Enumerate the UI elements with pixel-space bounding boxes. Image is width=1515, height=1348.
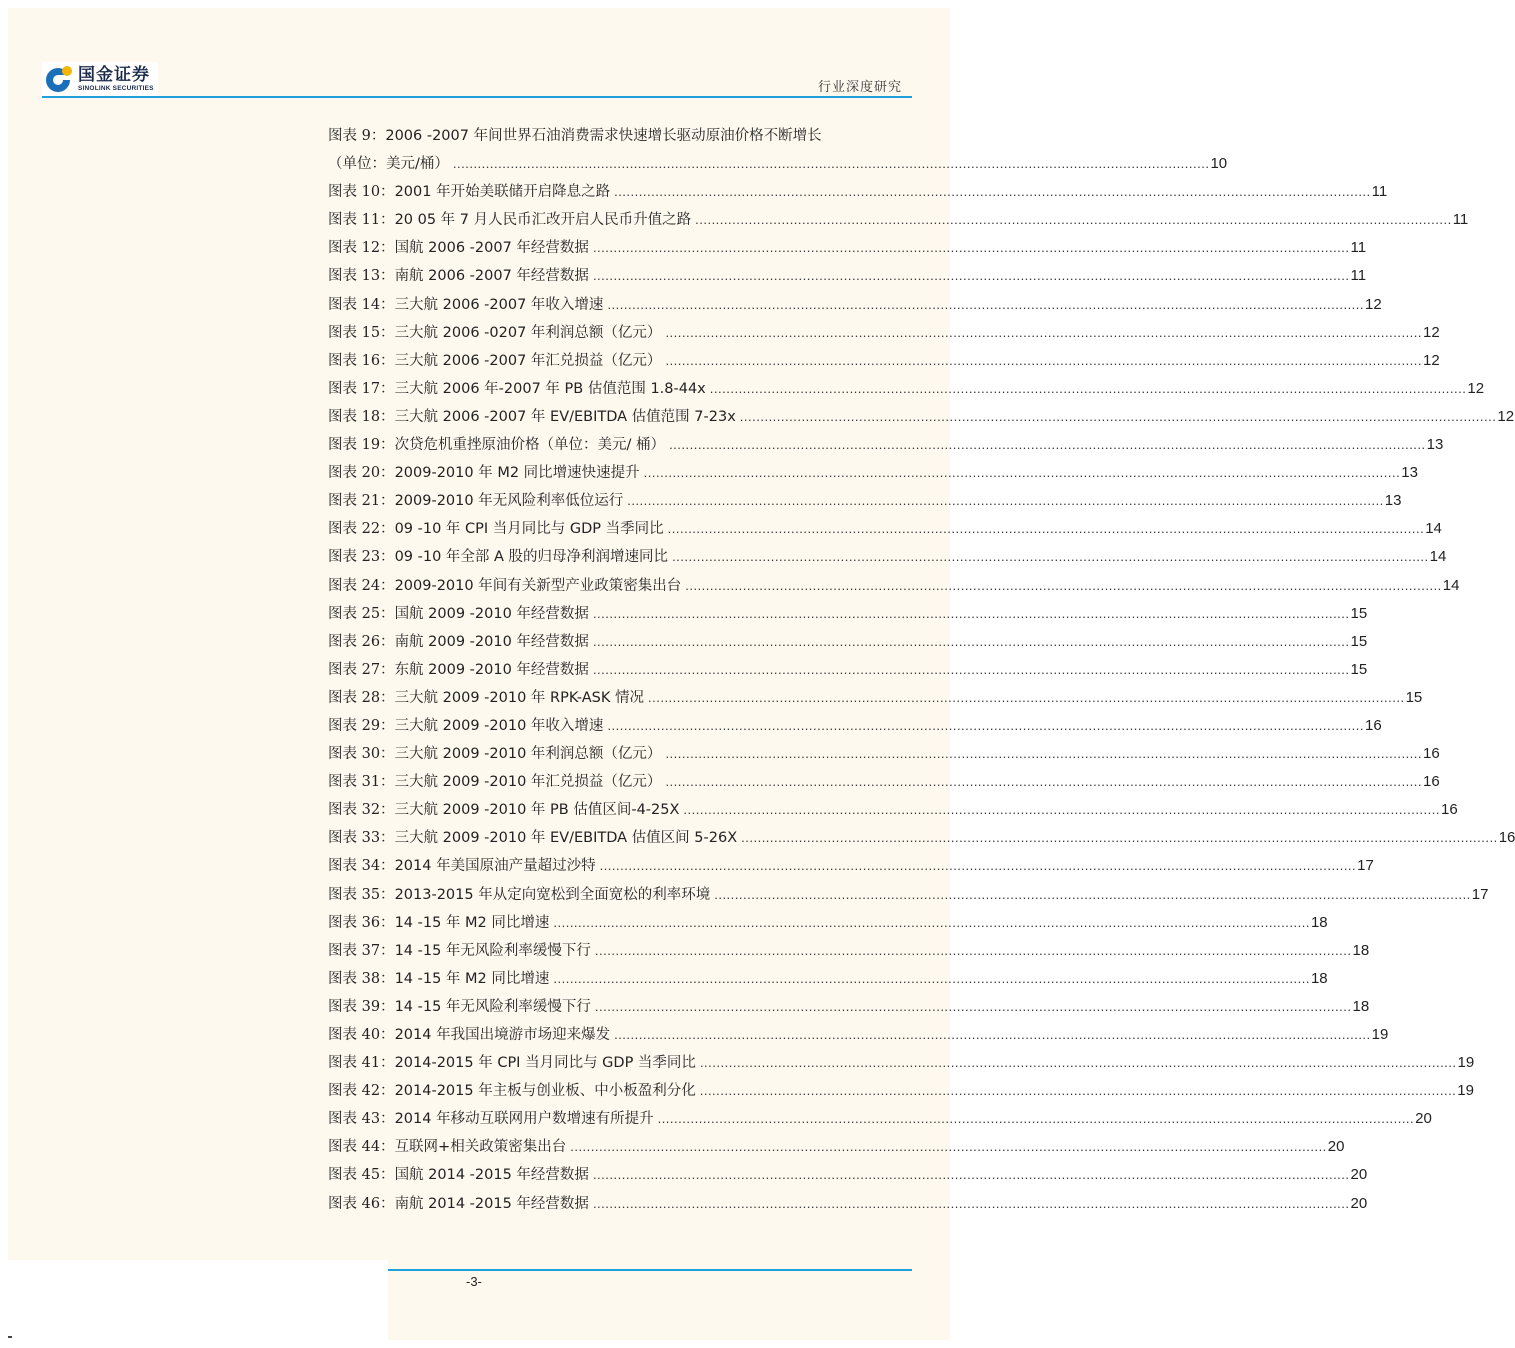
toc-entry[interactable]: [328, 291, 1382, 319]
toc-page-number: 13: [1426, 436, 1444, 454]
toc-entry-prefix: 图表 11：: [328, 212, 395, 229]
toc-entry-text: 三大航 2006 年-2007 年 PB 估值范围 1.8-44x: [394, 380, 706, 397]
toc-entry[interactable]: [328, 684, 1423, 712]
logo-chinese-name: 国金证券: [78, 64, 150, 85]
toc-entry[interactable]: [328, 150, 1228, 178]
logo-mark-icon: [44, 64, 74, 94]
toc-leader-dots: [683, 796, 1440, 824]
report-category: 行业深度研究: [818, 80, 903, 95]
toc-page-number: 13: [1401, 464, 1418, 482]
toc-entry-text: 南航 2009 -2010 年经营数据: [394, 633, 589, 650]
toc-entry-title: [328, 206, 691, 234]
toc-entry-title: [328, 122, 822, 150]
toc-entry[interactable]: [328, 1161, 1368, 1189]
toc-entry-title: [328, 319, 661, 347]
toc-entry-title: [328, 1161, 589, 1189]
toc-entry[interactable]: [328, 403, 1515, 431]
toc-entry-title: [328, 684, 644, 712]
toc-entry[interactable]: [328, 796, 1458, 824]
toc-entry-title: [328, 768, 661, 796]
toc-entry[interactable]: [328, 487, 1402, 515]
toc-entry-prefix: 图表 46：: [328, 1195, 395, 1212]
toc-leader-dots: [607, 712, 1364, 740]
toc-page-number: 18: [1310, 969, 1328, 987]
toc-page-number: 18: [1352, 997, 1370, 1015]
toc-leader-dots: [668, 515, 1425, 543]
toc-entry-text: 国航 2006 -2007 年经营数据: [394, 240, 589, 257]
toc-leader-dots: [593, 628, 1350, 656]
toc-entry-text: 2014-2015 年 CPI 当月同比与 GDP 当季同比: [394, 1055, 696, 1072]
toc-entry-text: 2013-2015 年从定向宽松到全面宽松的利率环境: [394, 886, 711, 903]
toc-entry[interactable]: [328, 1021, 1389, 1049]
corner-mark: [8, 1336, 12, 1338]
toc-leader-dots: [714, 881, 1471, 909]
toc-entry-text: 2014 年移动互联网用户数增速有所提升: [394, 1111, 654, 1128]
toc-page-number: 12: [1467, 379, 1485, 397]
toc-entry-prefix: 图表 35：: [328, 886, 395, 903]
toc-entry[interactable]: [328, 656, 1368, 684]
toc-entry-prefix: 图表 45：: [328, 1167, 395, 1184]
toc-page-number: 20: [1327, 1138, 1345, 1156]
toc-entry-text: 14 -15 年 M2 同比增速: [394, 970, 550, 987]
toc-entry[interactable]: [328, 993, 1370, 1021]
toc-entry-prefix: 图表 12：: [328, 240, 395, 257]
toc-entry[interactable]: [328, 1105, 1432, 1133]
toc-page-number: 20: [1350, 1166, 1368, 1184]
toc-page-number: 14: [1425, 520, 1442, 538]
toc-page-number: 16: [1423, 745, 1440, 763]
toc-entry-prefix: 图表 42：: [328, 1083, 395, 1100]
toc-entry[interactable]: [328, 909, 1328, 937]
toc-leader-dots: [710, 375, 1467, 403]
toc-leader-dots: [672, 543, 1429, 571]
toc-leader-dots: [665, 740, 1422, 768]
toc-page-number: 12: [1365, 295, 1382, 313]
toc-leader-dots: [644, 459, 1401, 487]
toc-entry-prefix: 图表 21：: [328, 493, 395, 510]
toc-entry-title: [328, 600, 589, 628]
toc-page-number: 11: [1452, 211, 1469, 229]
toc-entry[interactable]: [328, 543, 1447, 571]
toc-leader-dots: [741, 824, 1498, 852]
toc-entry-title: [328, 656, 589, 684]
toc-entry-text: 2009-2010 年间有关新型产业政策密集出台: [394, 577, 682, 594]
toc-entry-text: 2014 年美国原油产量超过沙特: [394, 858, 596, 875]
footer-divider: [388, 1269, 912, 1271]
toc-entry-title: [328, 712, 603, 740]
toc-entry[interactable]: [328, 824, 1515, 852]
toc-entry-title: [328, 178, 610, 206]
toc-page-number: 11: [1350, 267, 1367, 285]
toc-entry-prefix: 图表 13：: [328, 268, 395, 285]
toc-entry-text: 2014 年我国出境游市场迎来爆发: [394, 1027, 611, 1043]
toc-entry-prefix: 图表 20：: [328, 465, 395, 482]
toc-entry-title: [328, 431, 665, 459]
toc-leader-dots: [593, 600, 1350, 628]
toc-entry[interactable]: [328, 1133, 1345, 1161]
toc-leader-dots: [453, 150, 1210, 178]
toc-entry-title: [328, 881, 710, 909]
toc-entry-prefix: 图表 24：: [328, 577, 395, 594]
toc-entry[interactable]: [328, 572, 1460, 600]
toc-entry-text: 三大航 2006 -2007 年收入增速: [394, 296, 604, 313]
toc-leader-dots: [553, 965, 1310, 993]
toc-entry[interactable]: [328, 965, 1328, 993]
toc-entry-prefix: 图表 38：: [328, 970, 395, 987]
toc-page-number: 15: [1350, 632, 1368, 650]
toc-entry-text: 三大航 2006 -0207 年利润总额（亿元）: [394, 324, 662, 341]
toc-entry[interactable]: [328, 740, 1440, 768]
toc-entry-title: [328, 1190, 589, 1218]
toc-entry-prefix: 图表 27：: [328, 661, 395, 678]
toc-entry-text: 2009-2010 年 M2 同比增速快速提升: [394, 465, 640, 482]
company-logo: [42, 62, 158, 96]
toc-page-number: 20: [1350, 1194, 1368, 1212]
toc-entry-text: 2006 -2007 年间世界石油消费需求快速增长驱动原油价格不断增长: [385, 128, 822, 144]
toc-entry-title: [328, 150, 449, 178]
toc-page-number: 17: [1357, 857, 1374, 875]
toc-entry-text: 南航 2014 -2015 年经营数据: [394, 1195, 589, 1212]
toc-entry-title: [328, 291, 603, 319]
toc-entry[interactable]: [328, 347, 1440, 375]
toc-leader-dots: [685, 572, 1442, 600]
toc-entry-text: 14 -15 年无风险利率缓慢下行: [394, 942, 591, 959]
toc-entry[interactable]: [328, 319, 1440, 347]
toc-page-number: 18: [1352, 941, 1370, 959]
toc-page-number: 15: [1350, 660, 1368, 678]
toc-page-number: 16: [1365, 716, 1382, 734]
toc-entry-title: [328, 965, 549, 993]
toc-entry[interactable]: [328, 1190, 1368, 1218]
toc-entry-prefix: 图表 31：: [328, 774, 395, 791]
toc-entry-text: （单位：美元/桶）: [328, 156, 449, 173]
toc-entry-title: [328, 487, 623, 515]
toc-entry-text: 2001 年开始美联储开启降息之路: [394, 184, 611, 201]
toc-page-number: 12: [1497, 407, 1515, 425]
toc-page-number: 18: [1310, 913, 1328, 931]
toc-leader-dots: [700, 1077, 1457, 1105]
toc-entry-title: [328, 262, 589, 290]
toc-entry-text: 三大航 2009 -2010 年汇兑损益（亿元）: [394, 774, 662, 791]
toc-entry[interactable]: [328, 459, 1418, 487]
toc-leader-dots: [593, 1190, 1350, 1218]
toc-entry[interactable]: [328, 881, 1489, 909]
toc-entry-title: [328, 852, 596, 880]
toc-entry-title: [328, 375, 706, 403]
toc-entry-text: 三大航 2006 -2007 年汇兑损益（亿元）: [394, 352, 662, 369]
toc-entry-prefix: 图表 16：: [328, 352, 395, 369]
toc-entry[interactable]: [328, 178, 1388, 206]
toc-leader-dots: [627, 487, 1384, 515]
toc-entry-text: 三大航 2009 -2010 年利润总额（亿元）: [394, 746, 662, 763]
toc-page-number: 16: [1441, 801, 1458, 819]
toc-leader-dots: [600, 852, 1357, 880]
toc-entry[interactable]: [328, 1049, 1475, 1077]
page-number: -3-: [466, 1274, 482, 1289]
toc-leader-dots: [607, 291, 1364, 319]
toc-entry-text: 三大航 2009 -2010 年 EV/EBITDA 估值区间 5-26X: [394, 830, 738, 847]
toc-entry[interactable]: [328, 852, 1374, 880]
toc-entry-title: [328, 909, 549, 937]
toc-page-number: 11: [1350, 239, 1367, 257]
toc-entry-prefix: 图表 9：: [328, 128, 386, 144]
toc-entry[interactable]: [328, 628, 1368, 656]
toc-entry-text: 14 -15 年无风险利率缓慢下行: [394, 998, 591, 1015]
toc-leader-dots: [614, 1021, 1371, 1049]
toc-entry-text: 国航 2009 -2010 年经营数据: [394, 605, 589, 622]
toc-entry[interactable]: [328, 375, 1485, 403]
toc-entry-prefix: 图表 28：: [328, 689, 395, 706]
toc-entry-title: [328, 824, 737, 852]
toc-page-number: 16: [1498, 829, 1515, 847]
toc-entry-title: [328, 993, 591, 1021]
toc-entry-prefix: 图表 37：: [328, 942, 395, 959]
toc-page-number: 11: [1371, 183, 1388, 201]
toc-entry-title: [328, 572, 681, 600]
toc-entry-prefix: 图表 29：: [328, 717, 395, 734]
toc-entry-prefix: 图表 36：: [328, 914, 395, 931]
toc-page-number: 13: [1384, 492, 1402, 510]
toc-entry[interactable]: [328, 431, 1444, 459]
toc-page-number: 19: [1457, 1054, 1475, 1072]
toc-leader-dots: [595, 937, 1352, 965]
toc-page-number: 15: [1350, 604, 1368, 622]
toc-leader-dots: [648, 684, 1405, 712]
toc-leader-dots: [614, 178, 1371, 206]
toc-leader-dots: [740, 403, 1497, 431]
toc-entry-text: 南航 2006 -2007 年经营数据: [394, 268, 589, 285]
toc-leader-dots: [658, 1105, 1415, 1133]
toc-entry[interactable]: [328, 515, 1442, 543]
toc-entry-title: [328, 403, 736, 431]
toc-entry-prefix: 图表 44：: [328, 1139, 395, 1156]
header-divider: [42, 96, 912, 98]
toc-page-number: 19: [1371, 1026, 1389, 1043]
toc-entry-title: [328, 459, 640, 487]
toc-entry-text: 三大航 2009 -2010 年 PB 估值区间-4-25X: [394, 802, 680, 819]
toc-entry-prefix: 图表 26：: [328, 633, 395, 650]
toc-entry-title: [328, 234, 589, 262]
toc-entry-text: 三大航 2009 -2010 年 RPK-ASK 情况: [394, 689, 644, 706]
toc-entry-title: [328, 515, 664, 543]
toc-page-number: 16: [1423, 773, 1440, 791]
toc-entry-prefix: 图表 14：: [328, 296, 395, 313]
footer-background: [388, 1260, 950, 1340]
toc-page-number: 19: [1457, 1082, 1474, 1100]
toc-entry[interactable]: [328, 234, 1367, 262]
toc-page-number: 12: [1423, 351, 1440, 369]
toc-entry-title: [328, 1133, 566, 1161]
toc-entry-title: [328, 1077, 696, 1105]
toc-entry-title: [328, 1021, 610, 1049]
toc-leader-dots: [593, 1161, 1350, 1189]
toc-entry-prefix: 图表 32：: [328, 802, 395, 819]
toc-entry-text: 次贷危机重挫原油价格（单位：美元/ 桶）: [394, 437, 666, 454]
toc-entry[interactable]: [328, 206, 1469, 234]
toc-entry-prefix: 图表 41：: [328, 1055, 395, 1072]
toc-leader-dots: [593, 656, 1350, 684]
toc-entry-prefix: 图表 18：: [328, 408, 395, 425]
toc-entry[interactable]: [328, 712, 1382, 740]
toc-entry-prefix: 图表 30：: [328, 746, 395, 763]
toc-page-number: 15: [1405, 688, 1423, 706]
toc-entry-prefix: 图表 33：: [328, 830, 395, 847]
toc-entry[interactable]: [328, 262, 1367, 290]
toc-leader-dots: [700, 1049, 1457, 1077]
toc-entry-prefix: 图表 25：: [328, 605, 395, 622]
toc-entry-text: 09 -10 年全部 A 股的归母净利润增速同比: [394, 549, 669, 566]
toc-leader-dots: [665, 347, 1422, 375]
logo-english-name: SINOLINK SECURITIES: [78, 84, 154, 92]
toc-entry-prefix: 图表 23：: [328, 549, 395, 566]
toc-entry-text: 2014-2015 年主板与创业板、中小板盈利分化: [394, 1083, 696, 1100]
toc-entry-text: 三大航 2006 -2007 年 EV/EBITDA 估值范围 7-23x: [394, 408, 736, 425]
toc-entry-title: [328, 543, 668, 571]
toc-page-number: 12: [1423, 323, 1440, 341]
toc-entry[interactable]: [328, 600, 1368, 628]
toc-entry-title: [328, 347, 661, 375]
toc-leader-dots: [669, 431, 1426, 459]
toc-entry-title: [328, 937, 591, 965]
toc-leader-dots: [695, 206, 1452, 234]
toc-leader-dots: [593, 262, 1350, 290]
toc-entry-prefix: 图表 17：: [328, 380, 395, 397]
toc-entry-title: [328, 796, 679, 824]
toc-entry-prefix: 图表 10：: [328, 184, 395, 201]
toc-leader-dots: [570, 1133, 1327, 1161]
toc-entry-title: [328, 1105, 654, 1133]
toc-entry-text: 三大航 2009 -2010 年收入增速: [394, 717, 604, 734]
toc-entry-text: 14 -15 年 M2 同比增速: [394, 914, 550, 931]
toc-page-number: 14: [1429, 548, 1447, 566]
toc-entry[interactable]: [328, 937, 1370, 965]
toc-page-number: 20: [1415, 1110, 1432, 1128]
toc-leader-dots: [593, 234, 1350, 262]
toc-entry-prefix: 图表 39：: [328, 998, 395, 1015]
table-of-figures: [328, 122, 1515, 1218]
toc-entry-text: 2009-2010 年无风险利率低位运行: [394, 493, 624, 510]
toc-entry-prefix: 图表 15：: [328, 324, 395, 341]
toc-entry-title: [328, 628, 589, 656]
toc-leader-dots: [595, 993, 1352, 1021]
toc-entry-text: 国航 2014 -2015 年经营数据: [394, 1167, 589, 1184]
toc-entry-prefix: 图表 43：: [328, 1111, 395, 1128]
toc-entry-prefix: 图表 34：: [328, 858, 395, 875]
toc-entry-prefix: 图表 19：: [328, 437, 395, 454]
toc-leader-dots: [665, 319, 1422, 347]
toc-entry[interactable]: [328, 768, 1440, 796]
toc-leader-dots: [553, 909, 1310, 937]
toc-page-number: 10: [1210, 155, 1228, 173]
toc-entry-text: 20 05 年 7 月人民币汇改开启人民币升值之路: [394, 212, 692, 229]
toc-leader-dots: [665, 768, 1422, 796]
toc-entry[interactable]: [328, 122, 912, 150]
toc-entry-text: 09 -10 年 CPI 当月同比与 GDP 当季同比: [394, 521, 664, 538]
toc-entry-text: 互联网+相关政策密集出台: [394, 1139, 567, 1156]
toc-entry-title: [328, 740, 661, 768]
toc-entry-prefix: 图表 22：: [328, 521, 395, 538]
toc-entry-text: 东航 2009 -2010 年经营数据: [394, 661, 589, 678]
toc-entry[interactable]: [328, 1077, 1474, 1105]
toc-entry-title: [328, 1049, 696, 1077]
toc-page-number: 17: [1471, 885, 1489, 903]
toc-entry-prefix: 图表 40：: [328, 1027, 395, 1043]
toc-page-number: 14: [1442, 576, 1460, 594]
